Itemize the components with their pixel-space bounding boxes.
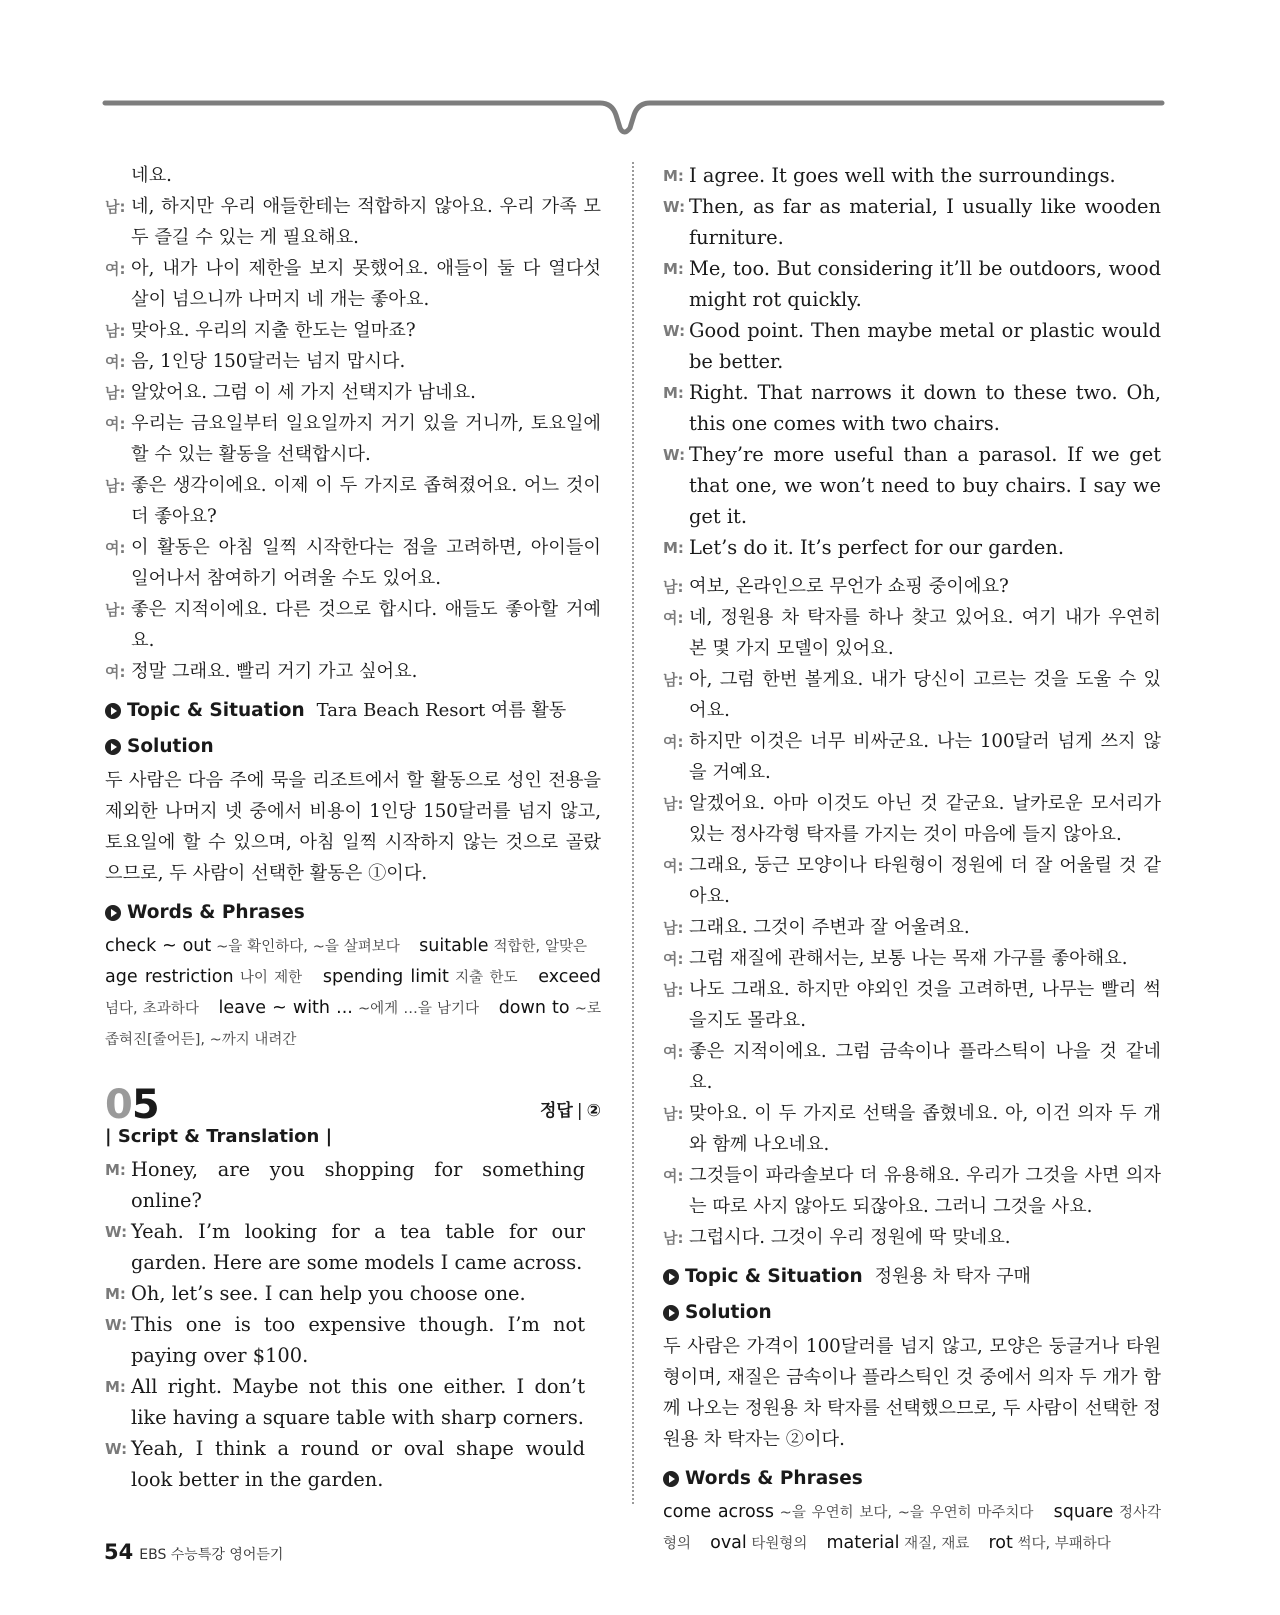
dialogue-line: [105, 1216, 585, 1278]
dialogue-text: 하지만 이것은 너무 비싸군요. 나는 100달러 넘게 쓰지 않을 거예요.: [689, 731, 1161, 783]
word-meaning: ~을 우연히 보다, ~을 우연히 마주치다: [773, 1505, 1034, 1521]
q5-solution-text: 두 사람은 가격이 100달러를 넘지 않고, 모양은 둥글거나 타원형이며, 재질은 금속이나 플라스틱인 것 중에서 의자 두 개가 함께 나오는 정원용 차 탁자를 선택했으므로, 두 사람이 선택한 정원용 차 탁자는 ②이다.: [663, 1336, 1161, 1450]
word-meaning: 타원형의: [746, 1536, 808, 1552]
dialogue-line: [663, 1222, 1161, 1253]
dialogue-text: Oh, let’s see. I can help you choose one.: [131, 1282, 526, 1305]
dialogue-text: Good point. Then maybe metal or plastic would be better.: [689, 319, 1161, 373]
dialogue-text: 네요.: [131, 165, 172, 186]
dialogue-line: [105, 1371, 585, 1433]
word-term: suitable: [419, 936, 489, 956]
dialogue-line: [105, 594, 601, 656]
speaker-label: M:: [663, 167, 684, 185]
column-divider: [632, 162, 634, 1504]
dialogue-line: [663, 1098, 1161, 1160]
question-number-digit: 5: [131, 1082, 159, 1128]
dialogue-line: [663, 1160, 1161, 1222]
speaker-label: 여:: [663, 950, 684, 968]
word-meaning: 지출 한도: [448, 970, 518, 986]
answer-indicator: [540, 1096, 601, 1121]
answer-value: ②: [586, 1101, 601, 1121]
dialogue-line: [663, 315, 1161, 377]
speaker-label: M:: [663, 384, 684, 402]
page-footer: [104, 1540, 283, 1564]
dialogue-text: Yeah. I’m looking for a tea table for our garden. Here are some models I came across.: [131, 1220, 585, 1274]
speaker-label: 여:: [663, 857, 684, 875]
word-term: oval: [710, 1533, 747, 1553]
q5-words-list: [663, 1497, 1161, 1559]
word-meaning: 나이 제한: [233, 970, 303, 986]
speaker-label: M:: [663, 260, 684, 278]
dialogue-text: Let’s do it. It’s perfect for our garden.: [689, 536, 1065, 559]
dialogue-text: 좋은 지적이에요. 그럼 금속이나 플라스틱이 나을 것 같네요.: [689, 1041, 1161, 1093]
q4-topic-text: Tara Beach Resort 여름 활동: [316, 700, 567, 721]
speaker-label: W:: [663, 446, 686, 464]
dialogue-text: 그것들이 파라솔보다 더 유용해요. 우리가 그것을 사면 의자는 따로 사지 않아도 되잖아요. 그러니 그것을 사요.: [689, 1165, 1161, 1217]
dialogue-line: [105, 346, 601, 377]
word-term: age restriction: [105, 967, 234, 987]
word-meaning: ~에게 …을 남기다: [352, 1001, 480, 1017]
speaker-label: W:: [105, 1223, 128, 1241]
dialogue-line: [663, 532, 1161, 563]
dialogue-text: All right. Maybe not this one either. I don’t like having a square table with sharp corners.: [131, 1375, 585, 1429]
q5-header: [105, 1080, 601, 1132]
speaker-label: W:: [663, 198, 686, 216]
q5-solution-heading: [663, 1301, 1161, 1325]
speaker-label: 남:: [663, 981, 684, 999]
q4-solution-heading: [105, 735, 601, 759]
speaker-label: 남:: [663, 919, 684, 937]
play-bullet-icon: [663, 1471, 679, 1487]
speaker-label: W:: [105, 1316, 128, 1334]
dialogue-text: This one is too expensive though. I’m not paying over $100.: [131, 1313, 585, 1367]
dialogue-text: Me, too. But considering it’ll be outdoors, wood might rot quickly.: [689, 257, 1161, 311]
dialogue-text: 그래요, 둥근 모양이나 타원형이 정원에 더 잘 어울릴 것 같아요.: [689, 855, 1161, 907]
word-term: down to: [498, 998, 570, 1018]
word-term: check ~ out: [105, 936, 212, 956]
dialogue-line: [663, 439, 1161, 532]
right-column: [663, 160, 1161, 1559]
q4-topic-heading: [105, 699, 601, 723]
answer-separator: |: [576, 1101, 583, 1121]
q5-solution-label: Solution: [685, 1302, 772, 1323]
speaker-label: M:: [663, 539, 684, 557]
word-meaning: 재질, 재료: [899, 1536, 970, 1552]
q4-translation: [105, 160, 601, 687]
dialogue-text: 네, 하지만 우리 애들한테는 적합하지 않아요. 우리 가족 모두 즐길 수 있는 게 필요해요.: [131, 196, 601, 248]
dialogue-text: Honey, are you shopping for something online?: [131, 1158, 585, 1212]
dialogue-line: [663, 377, 1161, 439]
q5-translation: [663, 571, 1161, 1253]
word-term: come across: [663, 1502, 774, 1522]
dialogue-line: [663, 726, 1161, 788]
dialogue-text: 아, 내가 나이 제한을 보지 못했어요. 애들이 둘 다 열다섯 살이 넘으니까 나머지 네 개는 좋아요.: [131, 258, 601, 310]
dialogue-line: [663, 160, 1161, 191]
dialogue-line: [105, 1278, 585, 1309]
left-column: [105, 160, 601, 1055]
word-meaning: ~로 좁혀진[줄어든], ~까지 내려간: [105, 1001, 601, 1048]
dialogue-text: 좋은 생각이에요. 이제 이 두 가지로 좁혀졌어요. 어느 것이 더 좋아요?: [131, 475, 601, 527]
speaker-label: 남:: [105, 384, 126, 402]
dialogue-line: [663, 974, 1161, 1036]
word-term: spending limit: [322, 967, 449, 987]
speaker-label: 여:: [663, 609, 684, 627]
dialogue-text: 알았어요. 그럼 이 세 가지 선택지가 남네요.: [131, 382, 476, 403]
speaker-label: W:: [663, 322, 686, 340]
q5-words-heading: [663, 1467, 1161, 1491]
dialogue-line: [105, 160, 601, 191]
dialogue-line: [663, 571, 1161, 602]
dialogue-text: Right. That narrows it down to these two. Oh, this one comes with two chairs.: [689, 381, 1161, 435]
speaker-label: M:: [105, 1161, 126, 1179]
dialogue-line: [663, 943, 1161, 974]
word-meaning: 정사각형의: [663, 1505, 1161, 1552]
dialogue-line: [663, 191, 1161, 253]
q4-solution-label: Solution: [127, 736, 214, 757]
speaker-label: 여:: [105, 415, 126, 433]
q4-words-heading: [105, 901, 601, 925]
speaker-label: 여:: [663, 1043, 684, 1061]
dialogue-line: [105, 1154, 585, 1216]
dialogue-text: 알겠어요. 아마 이것도 아닌 것 같군요. 날카로운 모서리가 있는 정사각형 탁자를 가지는 것이 마음에 들지 않아요.: [689, 793, 1161, 845]
dialogue-text: I agree. It goes well with the surroundings.: [689, 164, 1116, 187]
speaker-label: 여:: [105, 539, 126, 557]
speaker-label: M:: [105, 1285, 126, 1303]
speaker-label: M:: [105, 1378, 126, 1396]
dialogue-line: [105, 1433, 585, 1495]
dialogue-text: 우리는 금요일부터 일요일까지 거기 있을 거니까, 토요일에 할 수 있는 활동을 선택합시다.: [131, 413, 601, 465]
q5-script-right: [663, 160, 1161, 563]
dialogue-line: [663, 850, 1161, 912]
play-bullet-icon: [663, 1269, 679, 1285]
word-meaning: 넘다, 초과하다: [105, 1001, 199, 1017]
dialogue-line: [105, 408, 601, 470]
dialogue-line: [663, 253, 1161, 315]
q5-topic-text: 정원용 차 탁자 구매: [874, 1266, 1031, 1287]
speaker-label: 남:: [105, 601, 126, 619]
q4-topic-label: Topic & Situation: [127, 700, 305, 721]
dialogue-text: They’re more useful than a parasol. If we get that one, we won’t need to buy chairs. I say we get it.: [689, 443, 1161, 528]
dialogue-line: [105, 377, 601, 408]
dialogue-line: [663, 912, 1161, 943]
play-bullet-icon: [105, 905, 121, 921]
dialogue-line: [105, 470, 601, 532]
speaker-label: 여:: [663, 1167, 684, 1185]
speaker-label: 남:: [105, 322, 126, 340]
q5-topic-heading: [663, 1265, 1161, 1289]
speaker-label: 남:: [663, 795, 684, 813]
q4-words-list: [105, 931, 601, 1055]
dialogue-text: 여보, 온라인으로 무언가 쇼핑 중이에요?: [689, 576, 1009, 597]
word-meaning: 썩다, 부패하다: [1012, 1536, 1111, 1552]
speaker-label: 남:: [663, 1229, 684, 1247]
speaker-label: W:: [105, 1440, 128, 1458]
dialogue-text: 네, 정원용 차 탁자를 하나 찾고 있어요. 여기 내가 우연히 본 몇 가지 모델이 있어요.: [689, 607, 1161, 659]
speaker-label: 여:: [105, 663, 126, 681]
dialogue-text: Yeah, I think a round or oval shape would look better in the garden.: [131, 1437, 585, 1491]
answer-label: 정답: [540, 1101, 573, 1121]
word-term: leave ~ with ...: [218, 998, 353, 1018]
dialogue-text: 그럽시다. 그것이 우리 정원에 딱 맞네요.: [689, 1227, 1011, 1248]
speaker-label: 남:: [663, 578, 684, 596]
dialogue-text: 이 활동은 아침 일찍 시작한다는 점을 고려하면, 아이들이 일어나서 참여하기 어려울 수도 있어요.: [131, 537, 601, 589]
play-bullet-icon: [663, 1305, 679, 1321]
dialogue-text: 좋은 지적이에요. 다른 것으로 합시다. 애들도 좋아할 거예요.: [131, 599, 601, 651]
q5-words-label: Words & Phrases: [685, 1468, 863, 1489]
dialogue-line: [663, 602, 1161, 664]
dialogue-text: 음, 1인당 150달러는 넘지 맙시다.: [131, 351, 406, 372]
q4-words-label: Words & Phrases: [127, 902, 305, 923]
dialogue-line: [105, 253, 601, 315]
book-title: EBS 수능특강 영어듣기: [139, 1547, 284, 1563]
dialogue-text: 그럼 재질에 관해서는, 보통 나는 목재 가구를 좋아해요.: [689, 948, 1128, 969]
play-bullet-icon: [105, 703, 121, 719]
dialogue-line: [105, 532, 601, 594]
dialogue-text: 정말 그래요. 빨리 거기 가고 싶어요.: [131, 661, 418, 682]
word-term: rot: [988, 1533, 1013, 1553]
q5-topic-label: Topic & Situation: [685, 1266, 863, 1287]
dialogue-text: 맞아요. 우리의 지출 한도는 얼마죠?: [131, 320, 416, 341]
header-rule: [0, 0, 1280, 150]
speaker-label: 여:: [105, 353, 126, 371]
play-bullet-icon: [105, 739, 121, 755]
dialogue-line: [105, 1309, 585, 1371]
word-term: exceed: [538, 967, 602, 987]
speaker-label: 남:: [105, 477, 126, 495]
dialogue-line: [663, 788, 1161, 850]
dialogue-line: [105, 191, 601, 253]
question-number: [105, 1080, 159, 1130]
dialogue-line: [663, 1036, 1161, 1098]
speaker-label: 남:: [105, 198, 126, 216]
q4-solution-text: 두 사람은 다음 주에 묵을 리조트에서 할 활동으로 성인 전용을 제외한 나머지 넷 중에서 비용이 1인당 150달러를 넘지 않고, 토요일에 할 수 있으며, 아침 일찍 시작하지 않는 것으로 골랐으므로, 두 사람이 선택한 활동은 ①이다.: [105, 770, 601, 884]
speaker-label: 여:: [105, 260, 126, 278]
word-meaning: ~을 확인하다, ~을 살펴보다: [211, 939, 400, 955]
word-meaning: 적합한, 알맞은: [488, 939, 588, 955]
speaker-label: 남:: [663, 671, 684, 689]
q5-script-left: [105, 1154, 585, 1495]
dialogue-line: [105, 315, 601, 346]
speaker-label: 여:: [663, 733, 684, 751]
word-term: square: [1053, 1502, 1114, 1522]
dialogue-text: 그래요. 그것이 주변과 잘 어울려요.: [689, 917, 970, 938]
script-heading: | Script & Translation |: [105, 1126, 333, 1147]
dialogue-text: 맞아요. 이 두 가지로 선택을 좁혔네요. 아, 이건 의자 두 개와 함께 나오네요.: [689, 1103, 1161, 1155]
page-number: 54: [104, 1540, 134, 1564]
dialogue-text: 나도 그래요. 하지만 야외인 것을 고려하면, 나무는 빨리 썩을지도 몰라요.: [689, 979, 1161, 1031]
word-term: material: [826, 1533, 900, 1553]
dialogue-line: [105, 656, 601, 687]
dialogue-line: [663, 664, 1161, 726]
speaker-label: 남:: [663, 1105, 684, 1123]
question-number-zero: 0: [105, 1082, 132, 1128]
dialogue-text: Then, as far as material, I usually like wooden furniture.: [689, 195, 1161, 249]
dialogue-text: 아, 그럼 한번 볼게요. 내가 당신이 고르는 것을 도울 수 있어요.: [689, 669, 1161, 721]
